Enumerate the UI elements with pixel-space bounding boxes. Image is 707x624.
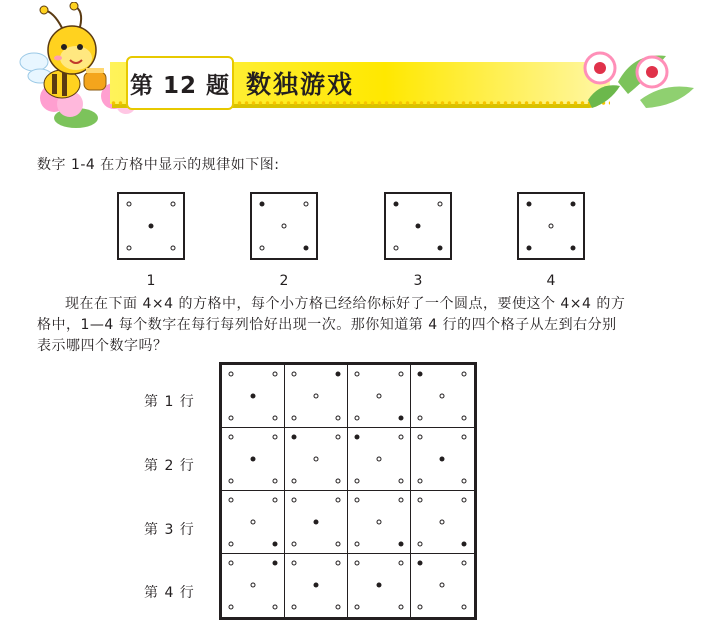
example-box-2 bbox=[250, 192, 318, 260]
grid-cell-r4-c2 bbox=[285, 554, 348, 617]
hollow-dot-bottom-left bbox=[394, 245, 399, 250]
hollow-dot-center bbox=[377, 394, 382, 399]
hollow-dot-top-left bbox=[127, 202, 132, 207]
hollow-dot-top-right bbox=[273, 497, 278, 502]
filled-dot-bottom-right bbox=[303, 245, 308, 250]
row-label-1: 第 1 行 bbox=[144, 394, 195, 410]
example-label: 3 bbox=[413, 273, 423, 289]
filled-dot-top-left bbox=[260, 202, 265, 207]
hollow-dot-bottom-right bbox=[462, 605, 467, 610]
hollow-dot-bottom-right bbox=[273, 605, 278, 610]
row-label-2: 第 2 行 bbox=[144, 458, 195, 474]
hollow-dot-top-left bbox=[354, 371, 359, 376]
hollow-dot-bottom-left bbox=[228, 416, 233, 421]
grid-cell-r4-c3 bbox=[348, 554, 411, 617]
hollow-dot-bottom-right bbox=[399, 605, 404, 610]
hollow-dot-bottom-left bbox=[228, 542, 233, 547]
hollow-dot-bottom-right bbox=[462, 479, 467, 484]
hollow-dot-bottom-left bbox=[291, 542, 296, 547]
sudoku-grid bbox=[219, 362, 477, 620]
example-box-3 bbox=[384, 192, 452, 260]
hollow-dot-bottom-left bbox=[417, 479, 422, 484]
hollow-dot-top-left bbox=[417, 434, 422, 439]
grid-cell-r3-c1 bbox=[222, 491, 285, 554]
hollow-dot-top-left bbox=[354, 497, 359, 502]
hollow-dot-bottom-right bbox=[273, 479, 278, 484]
filled-dot-center bbox=[251, 457, 256, 462]
filled-dot-center bbox=[377, 583, 382, 588]
example-label: 4 bbox=[546, 273, 556, 289]
hollow-dot-bottom-left bbox=[417, 605, 422, 610]
hollow-dot-bottom-left bbox=[291, 605, 296, 610]
hollow-dot-top-right bbox=[462, 497, 467, 502]
grid-cell-r4-c4 bbox=[411, 554, 474, 617]
hollow-dot-center bbox=[314, 457, 319, 462]
row-label-4: 第 4 行 bbox=[144, 585, 195, 601]
grid-cell-r4-c1 bbox=[222, 554, 285, 617]
paragraph-line: 表示哪四个数字吗？ bbox=[37, 338, 168, 354]
hollow-dot-center bbox=[377, 457, 382, 462]
hollow-dot-top-right bbox=[462, 434, 467, 439]
problem-paragraph bbox=[37, 294, 687, 357]
filled-dot-bottom-left bbox=[527, 245, 532, 250]
filled-dot-top-left bbox=[291, 434, 296, 439]
filled-dot-bottom-right bbox=[437, 245, 442, 250]
hollow-dot-top-right bbox=[437, 202, 442, 207]
grid-cell-r1-c3 bbox=[348, 365, 411, 428]
hollow-dot-top-right bbox=[399, 560, 404, 565]
example-box-1 bbox=[117, 192, 185, 260]
hollow-dot-bottom-left bbox=[354, 479, 359, 484]
grid-cell-r3-c2 bbox=[285, 491, 348, 554]
hollow-dot-top-right bbox=[303, 202, 308, 207]
row-label-3: 第 3 行 bbox=[144, 522, 195, 538]
hollow-dot-top-left bbox=[228, 371, 233, 376]
paragraph-line: 格中，1—4 每个数字在每行每列恰好出现一次。那你知道第 4 行的四个格子从左到右分别 bbox=[37, 317, 617, 333]
hollow-dot-top-right bbox=[399, 497, 404, 502]
hollow-dot-top-left bbox=[228, 434, 233, 439]
hollow-dot-top-right bbox=[399, 434, 404, 439]
hollow-dot-top-right bbox=[336, 560, 341, 565]
hollow-dot-top-left bbox=[291, 497, 296, 502]
hollow-dot-bottom-left bbox=[228, 479, 233, 484]
filled-dot-bottom-right bbox=[399, 542, 404, 547]
hollow-dot-center bbox=[549, 224, 554, 229]
hollow-dot-center bbox=[251, 520, 256, 525]
hollow-dot-bottom-left bbox=[354, 416, 359, 421]
filled-dot-center bbox=[251, 394, 256, 399]
grid-cell-r1-c2 bbox=[285, 365, 348, 428]
hollow-dot-top-left bbox=[228, 560, 233, 565]
hollow-dot-bottom-left bbox=[354, 542, 359, 547]
hollow-dot-bottom-right bbox=[336, 542, 341, 547]
grid-cell-r2-c4 bbox=[411, 428, 474, 491]
filled-dot-top-left bbox=[394, 202, 399, 207]
hollow-dot-top-right bbox=[273, 434, 278, 439]
hollow-dot-center bbox=[440, 583, 445, 588]
grid-cell-r3-c4 bbox=[411, 491, 474, 554]
filled-dot-top-right bbox=[570, 202, 575, 207]
filled-dot-bottom-right bbox=[462, 542, 467, 547]
hollow-dot-top-left bbox=[417, 497, 422, 502]
filled-dot-top-right bbox=[273, 560, 278, 565]
grid-cell-r2-c3 bbox=[348, 428, 411, 491]
hollow-dot-center bbox=[440, 520, 445, 525]
grid-cell-r1-c4 bbox=[411, 365, 474, 428]
hollow-dot-top-right bbox=[462, 371, 467, 376]
hollow-dot-top-right bbox=[273, 371, 278, 376]
filled-dot-top-left bbox=[417, 560, 422, 565]
hollow-dot-bottom-right bbox=[462, 416, 467, 421]
filled-dot-top-left bbox=[527, 202, 532, 207]
grid-cell-r3-c3 bbox=[348, 491, 411, 554]
hollow-dot-bottom-right bbox=[336, 416, 341, 421]
hollow-dot-bottom-left bbox=[291, 416, 296, 421]
hollow-dot-top-right bbox=[170, 202, 175, 207]
hollow-dot-bottom-left bbox=[260, 245, 265, 250]
hollow-dot-bottom-left bbox=[291, 479, 296, 484]
grid-cell-r1-c1 bbox=[222, 365, 285, 428]
hollow-dot-top-right bbox=[399, 371, 404, 376]
hollow-dot-bottom-left bbox=[417, 542, 422, 547]
filled-dot-bottom-right bbox=[273, 542, 278, 547]
hollow-dot-top-left bbox=[291, 560, 296, 565]
hollow-dot-top-right bbox=[336, 497, 341, 502]
filled-dot-top-right bbox=[336, 371, 341, 376]
hollow-dot-center bbox=[251, 583, 256, 588]
hollow-dot-bottom-left bbox=[127, 245, 132, 250]
hollow-dot-top-left bbox=[354, 560, 359, 565]
filled-dot-bottom-right bbox=[399, 416, 404, 421]
hollow-dot-center bbox=[377, 520, 382, 525]
paragraph-line: 现在在下面 4×4 的方格中，每个小方格已经给你标好了一个圆点，要使这个 4×4 的方 bbox=[65, 296, 626, 312]
filled-dot-center bbox=[440, 457, 445, 462]
hollow-dot-bottom-right bbox=[273, 416, 278, 421]
hollow-dot-bottom-left bbox=[417, 416, 422, 421]
hollow-dot-bottom-left bbox=[228, 605, 233, 610]
example-box-4 bbox=[517, 192, 585, 260]
hollow-dot-center bbox=[440, 394, 445, 399]
filled-dot-top-left bbox=[417, 371, 422, 376]
filled-dot-bottom-right bbox=[570, 245, 575, 250]
grid-cell-r2-c1 bbox=[222, 428, 285, 491]
hollow-dot-top-left bbox=[228, 497, 233, 502]
filled-dot-top-left bbox=[354, 434, 359, 439]
hollow-dot-bottom-right bbox=[170, 245, 175, 250]
hollow-dot-top-right bbox=[336, 434, 341, 439]
filled-dot-center bbox=[314, 583, 319, 588]
example-label: 1 bbox=[146, 273, 156, 289]
hollow-dot-top-left bbox=[291, 371, 296, 376]
hollow-dot-center bbox=[314, 394, 319, 399]
filled-dot-center bbox=[149, 224, 154, 229]
page-title: 数独游戏 bbox=[246, 70, 355, 99]
hollow-dot-top-right bbox=[462, 560, 467, 565]
hollow-dot-bottom-right bbox=[336, 605, 341, 610]
flower-decoration-icon bbox=[580, 42, 700, 108]
filled-dot-center bbox=[416, 224, 421, 229]
example-label: 2 bbox=[279, 273, 289, 289]
hollow-dot-center bbox=[282, 224, 287, 229]
grid-cell-r2-c2 bbox=[285, 428, 348, 491]
intro-text: 数字 1-4 在方格中显示的规律如下图: bbox=[37, 157, 280, 173]
hollow-dot-bottom-left bbox=[354, 605, 359, 610]
filled-dot-center bbox=[314, 520, 319, 525]
problem-number-tag: 第 12 题 bbox=[126, 56, 234, 110]
hollow-dot-bottom-right bbox=[399, 479, 404, 484]
hollow-dot-bottom-right bbox=[336, 479, 341, 484]
